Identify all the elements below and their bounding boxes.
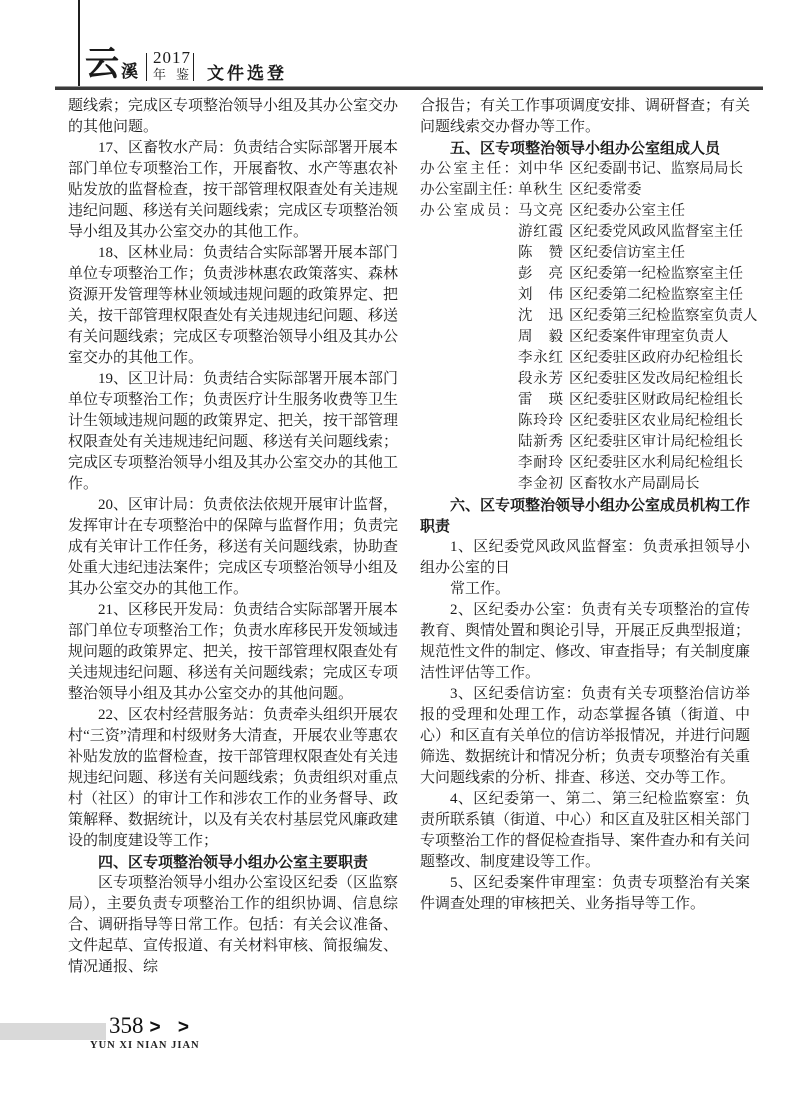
roster-role-label: 办公室副主任：: [420, 182, 522, 198]
roster-person-title: 区纪委办公室主任: [569, 203, 685, 219]
paragraph: 18、区林业局：负责结合实际部署开展本部门单位专项整治工作；负责涉林惠农政策落实、森林资源开发管理等林业领域违规问题的政策界定、把关，按干部管理权限查处有关违规违纪问题、移送有关问题线索；完成区专项整治领导小组及其办公室交办的其他工作。: [68, 245, 399, 366]
roster-person-name: 单秋生: [518, 182, 563, 198]
roster-person-name: 雷瑛: [518, 392, 563, 408]
paragraph: 22、区农村经营服务站：负责牵头组织开展农村“三资”清理和村级财务大清查，开展农业等惠农补贴发放的监督检查，按干部管理权限查处有关违规违纪问题、移送有关问题线索；负责组织对重点村（社区）的审计工作和涉农工作的业务督导、政策解释、数据统计，以及有关农村基层党风廉政建设的制度建设等工作；: [68, 707, 399, 849]
roster-person-name: 游红霞: [518, 224, 563, 240]
yearbook-label: 年鉴: [153, 67, 189, 82]
paragraph: 4、区纪委第一、第二、第三纪检监察室：负责所联系镇（街道、中心）和区直及驻区相关部门专项整治工作的督促检查指导、案件查办和有关问题整改、制度建设等工作。: [420, 791, 751, 870]
page-number-row: [109, 1013, 195, 1041]
roster-row: [420, 348, 750, 369]
roster-row: [420, 432, 750, 453]
roster-person-name: 李永红: [518, 350, 563, 366]
roster-person-name: 陆新秀: [518, 434, 563, 450]
paragraph: 五、区专项整治领导小组办公室组成人员: [450, 140, 721, 157]
roster-person-name: 周毅: [518, 329, 563, 345]
paragraph: 1、区纪委党风政风监督室：负责承担领导小组办公室的日: [420, 539, 750, 576]
roster-row: [420, 159, 750, 180]
roster-person-title: 区纪委驻区财政局纪检组长: [569, 392, 743, 408]
roster-person-title: 区纪委信访室主任: [569, 245, 685, 261]
logo-character-main: 云: [85, 46, 119, 83]
paragraph: 3、区纪委信访室：负责有关专项整治信访举报的受理和处理工作，动态掌握各镇（街道、中心）和区直有关单位的信访举报情况，并进行问题筛选、数据统计和情况分析；负责专项整治有关重大问题线索的分析、排查、移送、交办等工作。: [420, 686, 751, 786]
paragraph: 合报告；有关工作事项调度安排、调研督查；有关问题线索交办督办等工作。: [420, 98, 751, 135]
logo-character-sub: 溪: [121, 62, 138, 81]
paragraph: 2、区纪委办公室：负责有关专项整治的宣传教育、舆情处置和舆论引导，开展正反典型报道；规范性文件的制定、修改、审查指导；有关制度廉洁性评估等工作。: [420, 602, 751, 681]
roster-row: [420, 222, 750, 243]
roster-row: [420, 369, 750, 390]
year-label: 2017: [153, 48, 191, 67]
right-column-bottom-paragraphs: [420, 495, 750, 915]
roster-person-title: 区纪委第二纪检监察室主任: [569, 287, 743, 303]
roster-person-name: 刘中华: [518, 161, 563, 177]
roster-row: [420, 327, 750, 348]
roster-person-title: 区纪委副书记、监察局局长: [569, 161, 743, 177]
roster-row: [420, 285, 750, 306]
roster-person-title: 区纪委常委: [569, 182, 642, 198]
roster-role-label: [420, 222, 518, 243]
roster-person-title: 区纪委驻区发改局纪检组长: [569, 371, 743, 387]
roster-role-label: [420, 390, 518, 411]
roster-role-label: [420, 327, 518, 348]
roster-person-title: 区纪委驻区农业局纪检组长: [569, 413, 743, 429]
roster-person-title: 区纪委第三纪检监察室负责人: [569, 308, 758, 324]
paragraph: 常工作。: [450, 581, 511, 597]
roster-person-name: 段永芳: [518, 371, 563, 387]
roster-person-name: 李金初: [518, 476, 563, 492]
paragraph: 21、区移民开发局：负责结合实际部署开展本部门单位专项整治工作；负责水库移民开发领域违规问题的政策界定、把关，按干部管理权限查处有关违规违纪问题、移送有关问题线索；完成区专项整治领导小组及其办公室交办的其他问题。: [68, 602, 399, 702]
paragraph: 17、区畜牧水产局：负责结合实际部署开展本部门单位专项整治工作，开展畜牧、水产等惠农补贴发放的监督检查，按干部管理权限查处有关违规违纪问题、移送有关问题线索；完成区专项整治领导小组及其办公室交办的其他工作。: [68, 140, 399, 240]
paragraph: 5、区纪委案件审理室：负责专项整治有关案件调查处理的审核把关、业务指导等工作。: [420, 875, 750, 912]
roster-person-title: 区纪委党风政风监督室主任: [569, 224, 743, 240]
header-divider-left: [78, 0, 80, 87]
roster-role-label: [420, 432, 518, 453]
right-column-top-paragraphs: [420, 96, 750, 159]
right-column: [420, 96, 758, 915]
roster-person-title: 区畜牧水产局副局长: [569, 476, 700, 492]
roster-row: [420, 306, 758, 327]
roster-role-label: [420, 453, 518, 474]
left-column: [68, 96, 398, 978]
paragraph: 19、区卫计局：负责结合实际部署开展本部门单位专项整治工作；负责医疗计生服务收费等卫生计生领域违规问题的政策界定、把关，按干部管理权限查处有关违规违纪问题、移送有关问题线索；完成区专项整治领导小组及其办公室交办的其他工作。: [68, 371, 399, 492]
roster-row: [420, 474, 750, 495]
roster-row: [420, 411, 750, 432]
paragraph: 四、区专项整治领导小组办公室主要职责: [98, 854, 369, 871]
roster-person-title: 区纪委驻区水利局纪检组长: [569, 455, 743, 471]
roster-row: [420, 180, 750, 201]
roster-role-label: [420, 243, 518, 264]
roster-role-label: [420, 369, 518, 390]
roster-person-title: 区纪委驻区审计局纪检组长: [569, 434, 743, 450]
section-title: 文件选登: [207, 64, 287, 83]
roster-row: [420, 390, 750, 411]
footer-arrows: > >: [149, 1017, 195, 1038]
paragraph: 题线索；完成区专项整治领导小组及其办公室交办的其他问题。: [68, 98, 399, 135]
roster-person-title: 区纪委案件审理室负责人: [569, 329, 729, 345]
roster-person-name: 陈赞: [518, 245, 563, 261]
roster-role-label: [420, 348, 518, 369]
header-rule: [55, 86, 763, 90]
roster-row: [420, 264, 750, 285]
office-roster: [420, 159, 758, 495]
paragraph: 区专项整治领导小组办公室设区纪委（区监察局），主要负责专项整治工作的组织协调、信息综合、调研指导等日常工作。包括：有关会议准备、文件起草、宣传报道、有关材料审核、简报编发、情况通报、综: [68, 875, 399, 975]
roster-row: [420, 201, 750, 222]
roster-person-title: 区纪委第一纪检监察室主任: [569, 266, 743, 282]
roster-role-label: 办公室主任：: [420, 161, 518, 177]
roster-role-label: [420, 285, 518, 306]
header-divider-right: [193, 53, 194, 81]
paragraph: 20、区审计局：负责依法依规开展审计监督，发挥审计在专项整治中的保障与监督作用；负责完成有关审计工作任务，移送有关问题线索，协助查处重大违纪违法案件；完成区专项整治领导小组及其办公室交办的其他工作。: [68, 497, 399, 597]
roster-person-name: 沈迅: [518, 308, 563, 324]
paragraph: 六、区专项整治领导小组办公室成员机构工作职责: [420, 497, 751, 535]
roster-role-label: 办公室成员：: [420, 203, 518, 219]
roster-person-name: 陈玲玲: [518, 413, 563, 429]
roster-person-title: 区纪委驻区政府办纪检组长: [569, 350, 743, 366]
roster-person-name: 李耐玲: [518, 455, 563, 471]
page-number: 358: [109, 1013, 144, 1038]
roster-role-label: [420, 411, 518, 432]
roster-role-label: [420, 474, 518, 495]
header-divider-middle: [146, 53, 147, 81]
roster-role-label: [420, 264, 518, 285]
roster-row: [420, 453, 750, 474]
roster-person-name: 刘伟: [518, 287, 563, 303]
romanized-title: YUN XI NIAN JIAN: [90, 1040, 200, 1051]
roster-person-name: 马文亮: [518, 203, 563, 219]
roster-role-label: [420, 306, 518, 327]
roster-row: [420, 243, 750, 264]
roster-person-name: 彭亮: [518, 266, 563, 282]
footer-gray-bar: [0, 1023, 106, 1040]
